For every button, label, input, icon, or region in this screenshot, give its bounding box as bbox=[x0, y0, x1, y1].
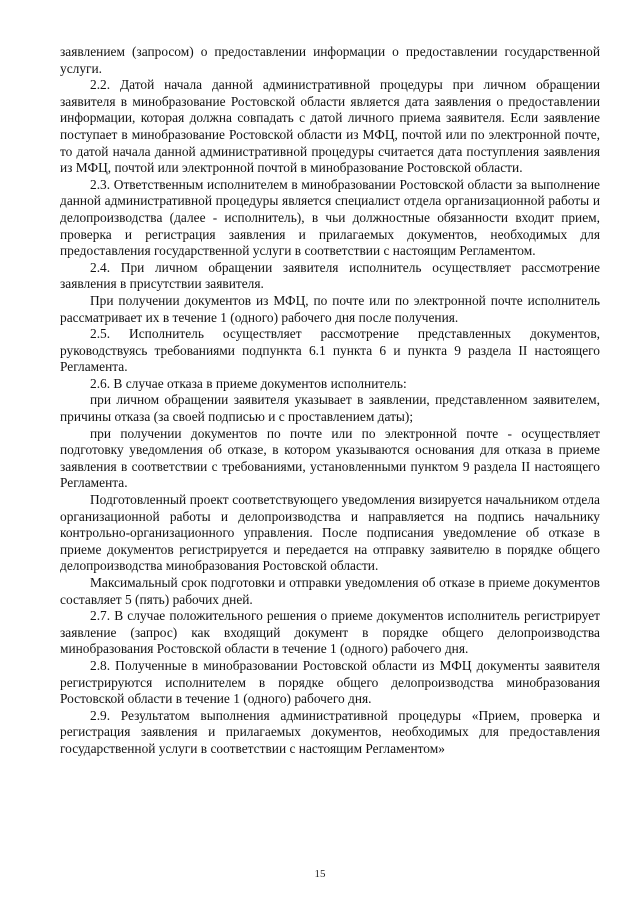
paragraph-2-4-mfc: При получении документов из МФЦ, по почте или по электронной почте исполнитель рассматривает их в течение 1 (одного) рабочего дня после получения. bbox=[60, 292, 600, 325]
paragraph-2-6-draft: Подготовленный проект соответствующего уведомления визируется начальником отдела организационной работы и делопроизводства и направляется на подпись начальнику контрольно-организационного управления. После подписания уведомление об отказе в приеме документов регистрируется и передается на отправку заявителю в порядке общего делопроизводства минобразования Ростовской области. bbox=[60, 492, 600, 574]
paragraph-2-3: 2.3. Ответственным исполнителем в минобразовании Ростовской области за выполнение данной административной процедуры является специалист отдела организационной работы и делопроизводства (далее - исполнитель), в чьи должностные обязанности входит прием, проверка и регистрация заявления и прилагаемых документов, необходимых для предоставления государственной услуги в соответствии с настоящим Регламентом. bbox=[60, 176, 600, 259]
paragraph-2-4: 2.4. При личном обращении заявителя исполнитель осуществляет рассмотрение заявления в присутствии заявителя. bbox=[60, 259, 600, 292]
paragraph-2-6-deadline: Максимальный срок подготовки и отправки уведомления об отказе в приеме документов составляет 5 (пять) рабочих дней. bbox=[60, 575, 600, 607]
paragraph-2-6-personal: при личном обращении заявителя указывает в заявлении, представленном заявителем, причины отказа (за своей подписью и с проставлением даты); bbox=[60, 392, 600, 425]
page-number: 15 bbox=[314, 868, 326, 880]
paragraph-2-2: 2.2. Датой начала данной административной процедуры при личном обращении заявителя в минобразование Ростовской области является дата заявления о предоставлении информации, которая должна совпадать с датой личного приема заявителя. Если заявление поступает в минобразование Ростовской области из МФЦ, почтой или по электронной почте, то датой начала данной административной процедуры считается дата поступления заявления из МФЦ, почтой или электронной почтой в минобразование Ростовской области. bbox=[60, 77, 600, 176]
paragraph-2-8: 2.8. Полученные в минобразовании Ростовской области из МФЦ документы заявителя регистрируются исполнителем в порядке общего делопроизводства минобразования Ростовской области в течение 1 (одного) рабочего дня. bbox=[60, 657, 600, 707]
paragraph-2-5: 2.5. Исполнитель осуществляет рассмотрение представленных документов, руководствуясь требованиями подпункта 6.1 пункта 6 и пункта 9 раздела II настоящего Регламента. bbox=[60, 326, 600, 375]
paragraph-continuation: заявлением (запросом) о предоставлении информации о предоставлении государственной услуги. bbox=[60, 44, 600, 76]
paragraph-2-6-mail: при получении документов по почте или по электронной почте - осуществляет подготовку уведомления об отказе, в котором указываются основания для отказа в приеме заявления в соответствии с требованиями, установленными пунктом 9 раздела II настоящего Регламента. bbox=[60, 425, 600, 491]
document-body bbox=[60, 44, 600, 758]
paragraph-2-6: 2.6. В случае отказа в приеме документов исполнитель: bbox=[90, 375, 407, 391]
paragraph-2-7: 2.7. В случае положительного решения о приеме документов исполнитель регистрирует заявление (запрос) как входящий документ в порядке общего делопроизводства минобразования Ростовской области в течение 1 (одного) рабочего дня. bbox=[60, 608, 600, 657]
paragraph-2-9: 2.9. Результатом выполнения административной процедуры «Прием, проверка и регистрация заявления и прилагаемых документов, необходимых для предоставления государственной услуги в соответствии с настоящим Регламентом» bbox=[60, 707, 600, 756]
